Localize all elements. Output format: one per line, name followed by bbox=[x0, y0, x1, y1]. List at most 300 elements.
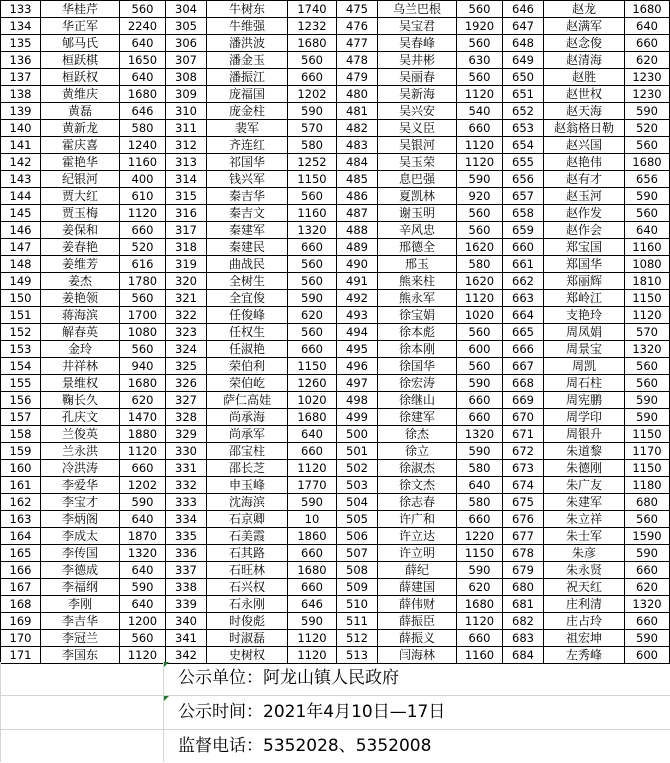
name-cell: 华桂芹 bbox=[41, 1, 120, 18]
name-cell: 时淑磊 bbox=[207, 630, 288, 647]
amount-cell: 1120 bbox=[288, 647, 337, 664]
serial-number-cell: 662 bbox=[503, 273, 544, 290]
serial-number-cell: 327 bbox=[166, 392, 207, 409]
serial-number-cell: 679 bbox=[503, 562, 544, 579]
amount-cell: 1240 bbox=[120, 137, 166, 154]
name-cell: 薛纪 bbox=[378, 562, 457, 579]
table-row bbox=[1, 273, 670, 290]
serial-number-cell: 313 bbox=[166, 154, 207, 171]
amount-cell: 940 bbox=[120, 358, 166, 375]
name-cell: 潘振江 bbox=[207, 69, 288, 86]
serial-number-cell: 322 bbox=[166, 307, 207, 324]
amount-cell: 580 bbox=[288, 137, 337, 154]
serial-number-cell: 145 bbox=[1, 205, 41, 222]
serial-number-cell: 331 bbox=[166, 460, 207, 477]
amount-cell: 600 bbox=[457, 341, 503, 358]
amount-cell: 1680 bbox=[120, 86, 166, 103]
table-row bbox=[1, 392, 670, 409]
table-row bbox=[1, 375, 670, 392]
amount-cell: 1202 bbox=[120, 477, 166, 494]
name-cell: 吴玉荣 bbox=[378, 154, 457, 171]
name-cell: 薛振义 bbox=[378, 630, 457, 647]
table-row bbox=[1, 647, 670, 664]
amount-cell: 1120 bbox=[288, 460, 337, 477]
name-cell: 李炳阁 bbox=[41, 511, 120, 528]
amount-cell: 1120 bbox=[457, 613, 503, 630]
serial-number-cell: 501 bbox=[337, 443, 378, 460]
amount-cell: 1620 bbox=[457, 239, 503, 256]
serial-number-cell: 164 bbox=[1, 528, 41, 545]
amount-cell: 1120 bbox=[625, 307, 670, 324]
amount-cell: 680 bbox=[625, 494, 670, 511]
serial-number-cell: 326 bbox=[166, 375, 207, 392]
amount-cell: 520 bbox=[625, 120, 670, 137]
amount-cell: 560 bbox=[457, 205, 503, 222]
name-cell: 徐建军 bbox=[378, 409, 457, 426]
serial-number-cell: 336 bbox=[166, 545, 207, 562]
amount-cell: 630 bbox=[457, 52, 503, 69]
name-cell: 朱建军 bbox=[544, 494, 625, 511]
name-cell: 石京卿 bbox=[207, 511, 288, 528]
amount-cell: 660 bbox=[457, 630, 503, 647]
table-row bbox=[1, 188, 670, 205]
name-cell: 井祥林 bbox=[41, 358, 120, 375]
amount-cell: 640 bbox=[120, 35, 166, 52]
serial-number-cell: 498 bbox=[337, 392, 378, 409]
serial-number-cell: 310 bbox=[166, 103, 207, 120]
serial-number-cell: 671 bbox=[503, 426, 544, 443]
serial-number-cell: 141 bbox=[1, 137, 41, 154]
amount-cell: 590 bbox=[120, 579, 166, 596]
name-cell: 石美霞 bbox=[207, 528, 288, 545]
serial-number-cell: 342 bbox=[166, 647, 207, 664]
amount-cell: 560 bbox=[457, 358, 503, 375]
name-cell: 蒋海滨 bbox=[41, 307, 120, 324]
table-row bbox=[1, 545, 670, 562]
serial-number-cell: 137 bbox=[1, 69, 41, 86]
amount-cell: 560 bbox=[457, 35, 503, 52]
table-row bbox=[1, 35, 670, 52]
amount-cell: 590 bbox=[625, 103, 670, 120]
serial-number-cell: 334 bbox=[166, 511, 207, 528]
serial-number-cell: 678 bbox=[503, 545, 544, 562]
name-cell: 赵翁格日勒 bbox=[544, 120, 625, 137]
name-cell: 黄磊 bbox=[41, 103, 120, 120]
amount-cell: 1120 bbox=[120, 647, 166, 664]
serial-number-cell: 665 bbox=[503, 324, 544, 341]
amount-cell: 1260 bbox=[288, 375, 337, 392]
name-cell: 朱广友 bbox=[544, 477, 625, 494]
amount-cell: 560 bbox=[288, 256, 337, 273]
amount-cell: 1680 bbox=[120, 375, 166, 392]
serial-number-cell: 477 bbox=[337, 35, 378, 52]
serial-number-cell: 479 bbox=[337, 69, 378, 86]
name-cell: 解春英 bbox=[41, 324, 120, 341]
name-cell: 赵玉河 bbox=[544, 188, 625, 205]
table-row bbox=[1, 511, 670, 528]
amount-cell: 1080 bbox=[625, 256, 670, 273]
serial-number-cell: 323 bbox=[166, 324, 207, 341]
amount-cell: 1780 bbox=[120, 273, 166, 290]
amount-cell: 660 bbox=[457, 409, 503, 426]
serial-number-cell: 651 bbox=[503, 86, 544, 103]
amount-cell: 1230 bbox=[625, 86, 670, 103]
name-cell: 景维权 bbox=[41, 375, 120, 392]
name-cell: 李德成 bbox=[41, 562, 120, 579]
amount-cell: 1700 bbox=[120, 307, 166, 324]
amount-cell: 1680 bbox=[457, 596, 503, 613]
name-cell: 任淑艳 bbox=[207, 341, 288, 358]
name-cell: 周景宝 bbox=[544, 341, 625, 358]
name-cell: 吴宝君 bbox=[378, 18, 457, 35]
name-cell: 潘洪波 bbox=[207, 35, 288, 52]
serial-number-cell: 484 bbox=[337, 154, 378, 171]
name-cell: 薛振臣 bbox=[378, 613, 457, 630]
serial-number-cell: 341 bbox=[166, 630, 207, 647]
serial-number-cell: 309 bbox=[166, 86, 207, 103]
name-cell: 赵有才 bbox=[544, 171, 625, 188]
name-cell: 吴兴安 bbox=[378, 103, 457, 120]
table-row bbox=[1, 630, 670, 647]
table-row bbox=[1, 426, 670, 443]
name-cell: 郑岭江 bbox=[544, 290, 625, 307]
name-cell: 霍艳华 bbox=[41, 154, 120, 171]
name-cell: 秦建民 bbox=[207, 239, 288, 256]
amount-cell: 560 bbox=[625, 358, 670, 375]
name-cell: 郑国华 bbox=[544, 256, 625, 273]
amount-cell: 660 bbox=[120, 222, 166, 239]
serial-number-cell: 138 bbox=[1, 86, 41, 103]
amount-cell: 1232 bbox=[288, 18, 337, 35]
name-cell: 牛树东 bbox=[207, 1, 288, 18]
name-cell: 赵满军 bbox=[544, 18, 625, 35]
amount-cell: 660 bbox=[457, 392, 503, 409]
name-cell: 赵世权 bbox=[544, 86, 625, 103]
serial-number-cell: 509 bbox=[337, 579, 378, 596]
table-row bbox=[1, 596, 670, 613]
amount-cell: 1680 bbox=[288, 35, 337, 52]
serial-number-cell: 339 bbox=[166, 596, 207, 613]
name-cell: 李福纲 bbox=[41, 579, 120, 596]
serial-number-cell: 316 bbox=[166, 205, 207, 222]
serial-number-cell: 674 bbox=[503, 477, 544, 494]
amount-cell: 1120 bbox=[120, 443, 166, 460]
name-cell: 郑宝国 bbox=[544, 239, 625, 256]
table-row bbox=[1, 528, 670, 545]
serial-number-cell: 143 bbox=[1, 171, 41, 188]
amount-cell: 660 bbox=[120, 460, 166, 477]
serial-number-cell: 147 bbox=[1, 239, 41, 256]
name-cell: 祝天红 bbox=[544, 579, 625, 596]
serial-number-cell: 161 bbox=[1, 477, 41, 494]
amount-cell: 1080 bbox=[120, 324, 166, 341]
serial-number-cell: 149 bbox=[1, 273, 41, 290]
amount-cell: 660 bbox=[288, 443, 337, 460]
name-cell: 石兴权 bbox=[207, 579, 288, 596]
amount-cell: 660 bbox=[288, 69, 337, 86]
amount-cell: 640 bbox=[625, 222, 670, 239]
name-cell: 朱德刚 bbox=[544, 460, 625, 477]
serial-number-cell: 154 bbox=[1, 358, 41, 375]
name-cell: 薛伟财 bbox=[378, 596, 457, 613]
serial-number-cell: 328 bbox=[166, 409, 207, 426]
amount-cell: 660 bbox=[625, 35, 670, 52]
name-cell: 熊来柱 bbox=[378, 273, 457, 290]
serial-number-cell: 483 bbox=[337, 137, 378, 154]
name-cell: 裴军 bbox=[207, 120, 288, 137]
table-row bbox=[1, 613, 670, 630]
serial-number-cell: 681 bbox=[503, 596, 544, 613]
name-cell: 赵清海 bbox=[544, 52, 625, 69]
name-cell: 任权生 bbox=[207, 324, 288, 341]
name-cell: 熊永军 bbox=[378, 290, 457, 307]
amount-cell: 1200 bbox=[120, 613, 166, 630]
name-cell: 赵兴国 bbox=[544, 137, 625, 154]
amount-cell: 620 bbox=[288, 307, 337, 324]
serial-number-cell: 315 bbox=[166, 188, 207, 205]
amount-cell: 590 bbox=[625, 409, 670, 426]
name-cell: 辛风忠 bbox=[378, 222, 457, 239]
table-row bbox=[1, 409, 670, 426]
serial-number-cell: 165 bbox=[1, 545, 41, 562]
table-row bbox=[1, 120, 670, 137]
name-cell: 徐立 bbox=[378, 443, 457, 460]
serial-number-cell: 513 bbox=[337, 647, 378, 664]
amount-cell: 590 bbox=[288, 494, 337, 511]
amount-cell: 1920 bbox=[457, 18, 503, 35]
serial-number-cell: 667 bbox=[503, 358, 544, 375]
serial-number-cell: 497 bbox=[337, 375, 378, 392]
name-cell: 李国东 bbox=[41, 647, 120, 664]
serial-number-cell: 160 bbox=[1, 460, 41, 477]
serial-number-cell: 680 bbox=[503, 579, 544, 596]
name-cell: 荣伯屹 bbox=[207, 375, 288, 392]
name-cell: 周学印 bbox=[544, 409, 625, 426]
serial-number-cell: 169 bbox=[1, 613, 41, 630]
table-row bbox=[1, 324, 670, 341]
serial-number-cell: 324 bbox=[166, 341, 207, 358]
amount-cell: 590 bbox=[457, 562, 503, 579]
cell-marker-icon bbox=[164, 662, 169, 667]
name-cell: 庞金柱 bbox=[207, 103, 288, 120]
serial-number-cell: 170 bbox=[1, 630, 41, 647]
name-cell: 石永刚 bbox=[207, 596, 288, 613]
name-cell: 朱立祥 bbox=[544, 511, 625, 528]
name-cell: 赵天海 bbox=[544, 103, 625, 120]
hotline-text: 监督电话：5352028、5352008 bbox=[178, 736, 432, 756]
amount-cell: 660 bbox=[288, 341, 337, 358]
serial-number-cell: 504 bbox=[337, 494, 378, 511]
name-cell: 吴井彬 bbox=[378, 52, 457, 69]
serial-number-cell: 670 bbox=[503, 409, 544, 426]
name-cell: 许立明 bbox=[378, 545, 457, 562]
name-cell: 徐宝娟 bbox=[378, 307, 457, 324]
amount-cell: 600 bbox=[625, 647, 670, 664]
publisher-text: 公示单位：阿龙山镇人民政府 bbox=[178, 668, 399, 688]
amount-cell: 580 bbox=[120, 120, 166, 137]
table-row bbox=[1, 18, 670, 35]
amount-cell: 646 bbox=[288, 596, 337, 613]
table-row bbox=[1, 239, 670, 256]
serial-number-cell: 503 bbox=[337, 477, 378, 494]
amount-cell: 570 bbox=[625, 324, 670, 341]
amount-cell: 620 bbox=[625, 52, 670, 69]
amount-cell: 1020 bbox=[457, 307, 503, 324]
name-cell: 萨仁高娃 bbox=[207, 392, 288, 409]
name-cell: 许广和 bbox=[378, 511, 457, 528]
name-cell: 徐本刚 bbox=[378, 341, 457, 358]
amount-cell: 616 bbox=[120, 256, 166, 273]
amount-cell: 660 bbox=[288, 239, 337, 256]
serial-number-cell: 150 bbox=[1, 290, 41, 307]
serial-number-cell: 166 bbox=[1, 562, 41, 579]
name-cell: 姜春艳 bbox=[41, 239, 120, 256]
publish-date-text: 公示时间：2021年4月10日—17日 bbox=[178, 702, 446, 722]
serial-number-cell: 502 bbox=[337, 460, 378, 477]
amount-cell: 590 bbox=[625, 630, 670, 647]
serial-number-cell: 320 bbox=[166, 273, 207, 290]
serial-number-cell: 653 bbox=[503, 120, 544, 137]
amount-cell: 560 bbox=[457, 1, 503, 18]
amount-cell: 590 bbox=[625, 188, 670, 205]
table-row bbox=[1, 103, 670, 120]
amount-cell: 1320 bbox=[457, 426, 503, 443]
name-cell: 庄利清 bbox=[544, 596, 625, 613]
amount-cell: 620 bbox=[625, 579, 670, 596]
name-cell: 贾玉梅 bbox=[41, 205, 120, 222]
serial-number-cell: 318 bbox=[166, 239, 207, 256]
serial-number-cell: 648 bbox=[503, 35, 544, 52]
name-cell: 石其路 bbox=[207, 545, 288, 562]
serial-number-cell: 171 bbox=[1, 647, 41, 664]
serial-number-cell: 475 bbox=[337, 1, 378, 18]
amount-cell: 1620 bbox=[457, 273, 503, 290]
amount-cell: 640 bbox=[288, 426, 337, 443]
serial-number-cell: 317 bbox=[166, 222, 207, 239]
serial-number-cell: 655 bbox=[503, 154, 544, 171]
table-row bbox=[1, 290, 670, 307]
amount-cell: 1150 bbox=[625, 426, 670, 443]
name-cell: 支艳玲 bbox=[544, 307, 625, 324]
amount-cell: 590 bbox=[457, 443, 503, 460]
name-cell: 朱永贤 bbox=[544, 562, 625, 579]
name-cell: 牛维强 bbox=[207, 18, 288, 35]
amount-cell: 560 bbox=[120, 1, 166, 18]
serial-number-cell: 647 bbox=[503, 18, 544, 35]
serial-number-cell: 153 bbox=[1, 341, 41, 358]
table-row bbox=[1, 443, 670, 460]
serial-number-cell: 493 bbox=[337, 307, 378, 324]
name-cell: 徐淑杰 bbox=[378, 460, 457, 477]
amount-cell: 1860 bbox=[288, 528, 337, 545]
amount-cell: 640 bbox=[625, 18, 670, 35]
name-cell: 谢玉明 bbox=[378, 205, 457, 222]
amount-cell: 590 bbox=[288, 290, 337, 307]
table-row bbox=[1, 171, 670, 188]
amount-cell: 1120 bbox=[457, 137, 503, 154]
serial-number-cell: 319 bbox=[166, 256, 207, 273]
amount-cell: 1170 bbox=[625, 443, 670, 460]
amount-cell: 1680 bbox=[288, 562, 337, 579]
serial-number-cell: 148 bbox=[1, 256, 41, 273]
serial-number-cell: 492 bbox=[337, 290, 378, 307]
name-cell: 秦建军 bbox=[207, 222, 288, 239]
name-cell: 祁国华 bbox=[207, 154, 288, 171]
cell-marker-icon bbox=[164, 696, 169, 701]
table-row bbox=[1, 137, 670, 154]
amount-cell: 1320 bbox=[625, 596, 670, 613]
serial-number-cell: 476 bbox=[337, 18, 378, 35]
amount-cell: 1252 bbox=[288, 154, 337, 171]
amount-cell: 560 bbox=[625, 137, 670, 154]
name-cell: 沈海滨 bbox=[207, 494, 288, 511]
serial-number-cell: 478 bbox=[337, 52, 378, 69]
serial-number-cell: 163 bbox=[1, 511, 41, 528]
name-cell: 姜维芳 bbox=[41, 256, 120, 273]
serial-number-cell: 162 bbox=[1, 494, 41, 511]
serial-number-cell: 660 bbox=[503, 239, 544, 256]
table-row bbox=[1, 494, 670, 511]
amount-cell: 2240 bbox=[120, 18, 166, 35]
amount-cell: 540 bbox=[457, 103, 503, 120]
serial-number-cell: 337 bbox=[166, 562, 207, 579]
name-cell: 冷洪涛 bbox=[41, 460, 120, 477]
amount-cell: 590 bbox=[457, 171, 503, 188]
name-cell: 孔庆文 bbox=[41, 409, 120, 426]
amount-cell: 1120 bbox=[457, 154, 503, 171]
serial-number-cell: 333 bbox=[166, 494, 207, 511]
serial-number-cell: 134 bbox=[1, 18, 41, 35]
amount-cell: 620 bbox=[120, 392, 166, 409]
serial-number-cell: 485 bbox=[337, 171, 378, 188]
amount-cell: 660 bbox=[288, 545, 337, 562]
serial-number-cell: 659 bbox=[503, 222, 544, 239]
name-cell: 祖宏坤 bbox=[544, 630, 625, 647]
serial-number-cell: 676 bbox=[503, 511, 544, 528]
amount-cell: 520 bbox=[120, 239, 166, 256]
name-cell: 吴春峰 bbox=[378, 35, 457, 52]
amount-cell: 560 bbox=[625, 205, 670, 222]
amount-cell: 1120 bbox=[457, 86, 503, 103]
name-cell: 石旺林 bbox=[207, 562, 288, 579]
amount-cell: 660 bbox=[625, 613, 670, 630]
name-cell: 全宜俊 bbox=[207, 290, 288, 307]
serial-number-cell: 664 bbox=[503, 307, 544, 324]
name-cell: 乌兰巴根 bbox=[378, 1, 457, 18]
serial-number-cell: 499 bbox=[337, 409, 378, 426]
serial-number-cell: 500 bbox=[337, 426, 378, 443]
name-cell: 李爱华 bbox=[41, 477, 120, 494]
name-cell: 朱道黎 bbox=[544, 443, 625, 460]
table-row bbox=[1, 154, 670, 171]
name-cell: 周凯 bbox=[544, 358, 625, 375]
amount-cell: 400 bbox=[120, 171, 166, 188]
serial-number-cell: 656 bbox=[503, 171, 544, 188]
serial-number-cell: 340 bbox=[166, 613, 207, 630]
serial-number-cell: 507 bbox=[337, 545, 378, 562]
name-cell: 贾大红 bbox=[41, 188, 120, 205]
serial-number-cell: 486 bbox=[337, 188, 378, 205]
amount-cell: 1740 bbox=[288, 1, 337, 18]
amount-cell: 590 bbox=[120, 494, 166, 511]
serial-number-cell: 157 bbox=[1, 409, 41, 426]
serial-number-cell: 151 bbox=[1, 307, 41, 324]
serial-number-cell: 139 bbox=[1, 103, 41, 120]
serial-number-cell: 487 bbox=[337, 205, 378, 222]
name-cell: 史树权 bbox=[207, 647, 288, 664]
serial-number-cell: 490 bbox=[337, 256, 378, 273]
serial-number-cell: 142 bbox=[1, 154, 41, 171]
